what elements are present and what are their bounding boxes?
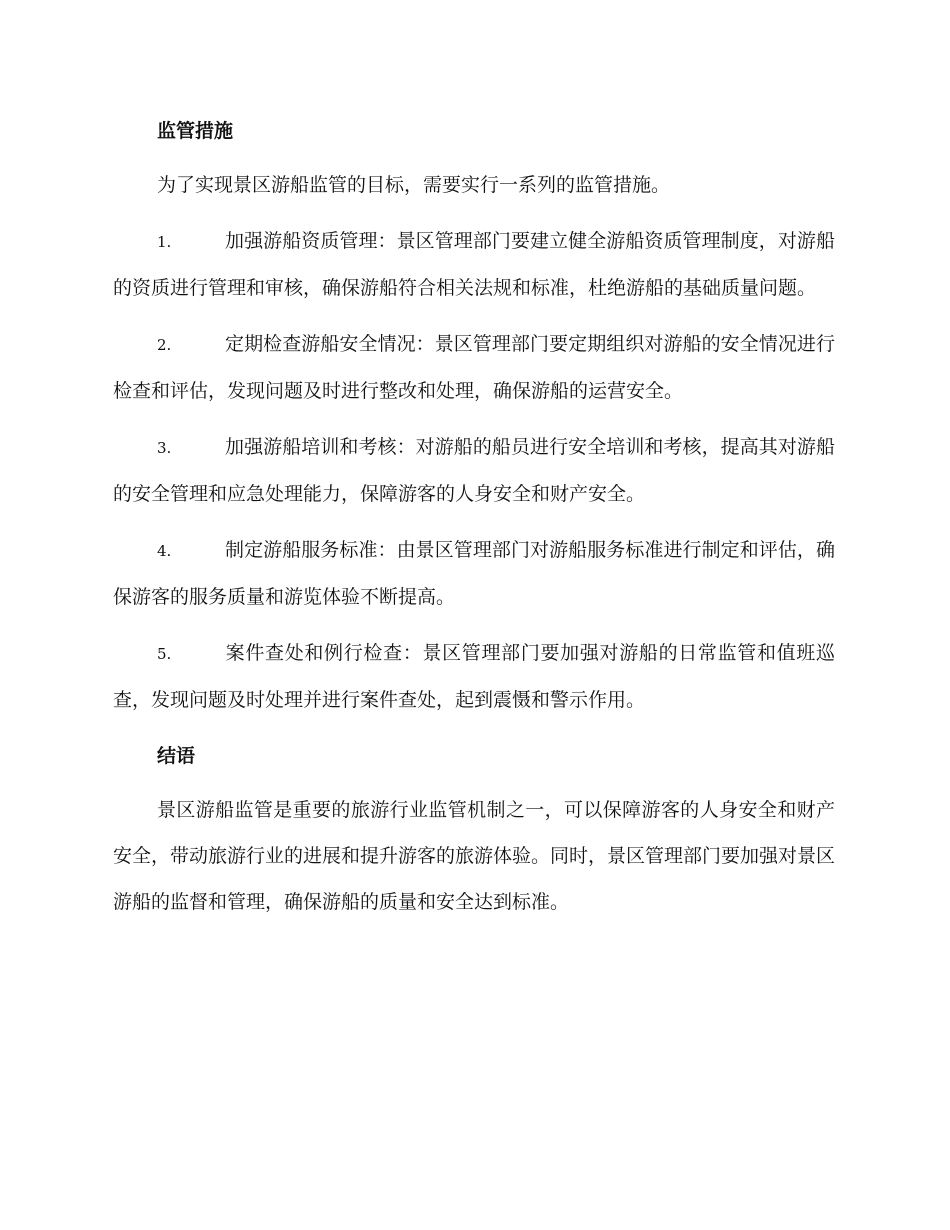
measure-number: 3. (157, 439, 172, 457)
measure-text: 案件查处和例行检查：景区管理部门要加强对游船的日常监管和值班巡查，发现问题及时处理并进行案件查处，起到震慑和警示作用。 (113, 642, 835, 711)
measure-item-1 (113, 218, 835, 311)
measure-item-3 (113, 424, 835, 517)
measure-number: 2. (157, 336, 172, 354)
intro-paragraph: 为了实现景区游船监管的目标，需要实行一系列的监管措施。 (157, 174, 671, 196)
measure-number: 1. (157, 233, 172, 251)
conclusion-paragraph: 景区游船监管是重要的旅游行业监管机制之一，可以保障游客的人身安全和财产安全，带动旅游行业的进展和提升游客的旅游体验。同时，景区管理部门要加强对景区游船的监督和管理，确保游船的质量和安全达到标准。 (113, 799, 836, 913)
measure-text: 制定游船服务标准：由景区管理部门对游船服务标准进行制定和评估，确保游客的服务质量和游览体验不断提高。 (113, 539, 835, 608)
document-body (113, 108, 835, 935)
section-heading-measures: 监管措施 (157, 120, 234, 142)
measure-text: 加强游船资质管理：景区管理部门要建立健全游船资质管理制度，对游船的资质进行管理和审核，确保游船符合相关法规和标准，杜绝游船的基础质量问题。 (113, 230, 835, 299)
measure-number: 4. (157, 542, 172, 560)
measure-item-4 (113, 527, 835, 620)
measure-item-2 (113, 321, 835, 414)
measure-number: 5. (157, 645, 172, 663)
section-heading-conclusion: 结语 (157, 745, 196, 767)
measure-text: 定期检查游船安全情况：景区管理部门要定期组织对游船的安全情况进行检查和评估，发现问题及时进行整改和处理，确保游船的运营安全。 (113, 333, 835, 402)
measure-item-5 (113, 630, 835, 723)
measure-text: 加强游船培训和考核：对游船的船员进行安全培训和考核，提高其对游船的安全管理和应急处理能力，保障游客的人身安全和财产安全。 (113, 436, 835, 505)
